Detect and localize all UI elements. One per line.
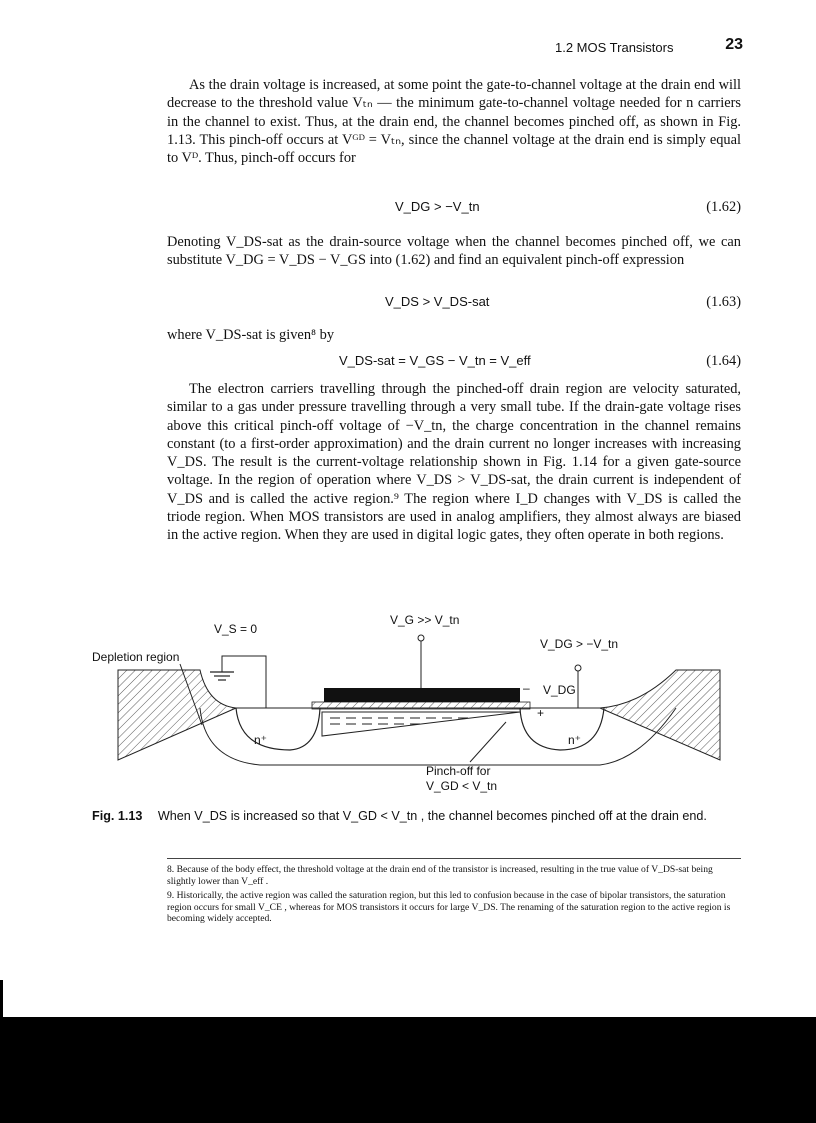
vg-label: V_G >> V_tn: [390, 613, 460, 627]
caption-text: When V_DS is increased so that V_GD < V_tn , the channel becomes pinched off at the drain end.: [157, 809, 707, 823]
scan-edge-mark: [0, 980, 3, 1017]
n-plus-drain-label: n⁺: [568, 733, 582, 747]
equation-expression: V_DS-sat = V_GS − V_tn = V_eff: [339, 353, 531, 368]
vdg-label: V_DG > −V_tn: [540, 637, 619, 651]
section-title: 1.2 MOS Transistors: [555, 40, 674, 55]
vdg-small-label: V_DG: [543, 683, 576, 697]
depletion-region-label: Depletion region: [92, 650, 180, 664]
paragraph-active-region: The electron carriers travelling through the pinched-off drain region are velocity saturated, similar to a gas under pressure travelling through a very small tube. If the drain-gate voltage rises above this critical pinch-off voltage of −V_tn, the charge concentration in the channel remains constant (to a first-order approximation) and the drain current no longer increases with increasing V_DS. The result is the current-voltage relationship shown in Fig. 1.14 for a given gate-source voltage. In the region of operation where V_DS > V_DS-sat, the drain current is independent of V_DS and is called the active region.⁹ The region where I_D changes with V_DS is called the triode region. When MOS transistors are used in analog amplifiers, they almost always are biased in the active region. When they are used in digital logic gates, they often operate in both regions.: [167, 381, 741, 544]
equation-number: (1.63): [706, 294, 741, 310]
footnote-8: 8. Because of the body effect, the threshold voltage at the drain end of the transistor is increased, resulting in the true value of V_DS-sat being slightly lower than V_eff .: [167, 864, 713, 887]
right-hatched-region: [600, 670, 720, 760]
figure-caption: [92, 809, 752, 823]
figure-label: Fig. 1.13: [92, 809, 143, 823]
footnote-9: 9. Historically, the active region was called the saturation region, but this led to confusion because in the case of bipolar transistors, the saturation region occurs for small V_CE , whereas for MOS transistors it occurs for large V_DS. The renaming of the saturation region to the active region is becoming widely accepted.: [167, 890, 731, 925]
equation-1-64: [167, 353, 741, 373]
scan-bottom-bar: [0, 1017, 816, 1123]
pinch-off-label: Pinch-off for: [426, 764, 491, 778]
footnote-rule: [167, 858, 741, 859]
gate-oxide: [312, 702, 530, 709]
equation-expression: V_DS > V_DS-sat: [385, 294, 490, 309]
equation-1-63: [167, 294, 741, 314]
plus-sign: +: [537, 706, 545, 720]
gate-electrode: [324, 688, 520, 702]
source-well: [236, 708, 320, 750]
mos-pinch-off-figure: [0, 610, 816, 800]
equation-1-62: [167, 199, 741, 219]
paragraph-pinch-off: As the drain voltage is increased, at some point the gate-to-channel voltage at the drain end will decrease to the threshold value Vₜₙ — the minimum gate-to-channel voltage needed for n carriers in the channel to exist. Thus, at the drain end, the channel becomes pinched off, as shown in Fig. 1.13. This pinch-off occurs at Vᴳᴰ = Vₜₙ, since the channel voltage at the drain end is simply equal to Vᴰ. Thus, pinch-off occurs for: [167, 77, 741, 167]
page-number: 23: [725, 36, 743, 53]
drain-terminal: [575, 665, 581, 671]
equation-expression: V_DG > −V_tn: [395, 199, 480, 214]
equation-number: (1.62): [706, 199, 741, 215]
drain-well: [520, 708, 604, 750]
left-hatched-region: [118, 670, 236, 760]
where-line: where V_DS-sat is given⁸ by: [167, 327, 335, 343]
gate-terminal: [418, 635, 424, 641]
paragraph-substitution: Denoting V_DS-sat as the drain-source voltage when the channel becomes pinched off, we can substitute V_DG = V_DS − V_GS into (1.62) and find an equivalent pinch-off expression: [167, 234, 741, 269]
ground-icon: [210, 672, 234, 680]
pinch-off-condition: V_GD < V_tn: [426, 779, 498, 793]
depletion-boundary: [200, 708, 676, 765]
minus-sign: –: [523, 681, 530, 695]
vs-label: V_S = 0: [214, 622, 258, 636]
n-plus-source-label: n⁺: [254, 733, 268, 747]
equation-number: (1.64): [706, 353, 741, 369]
